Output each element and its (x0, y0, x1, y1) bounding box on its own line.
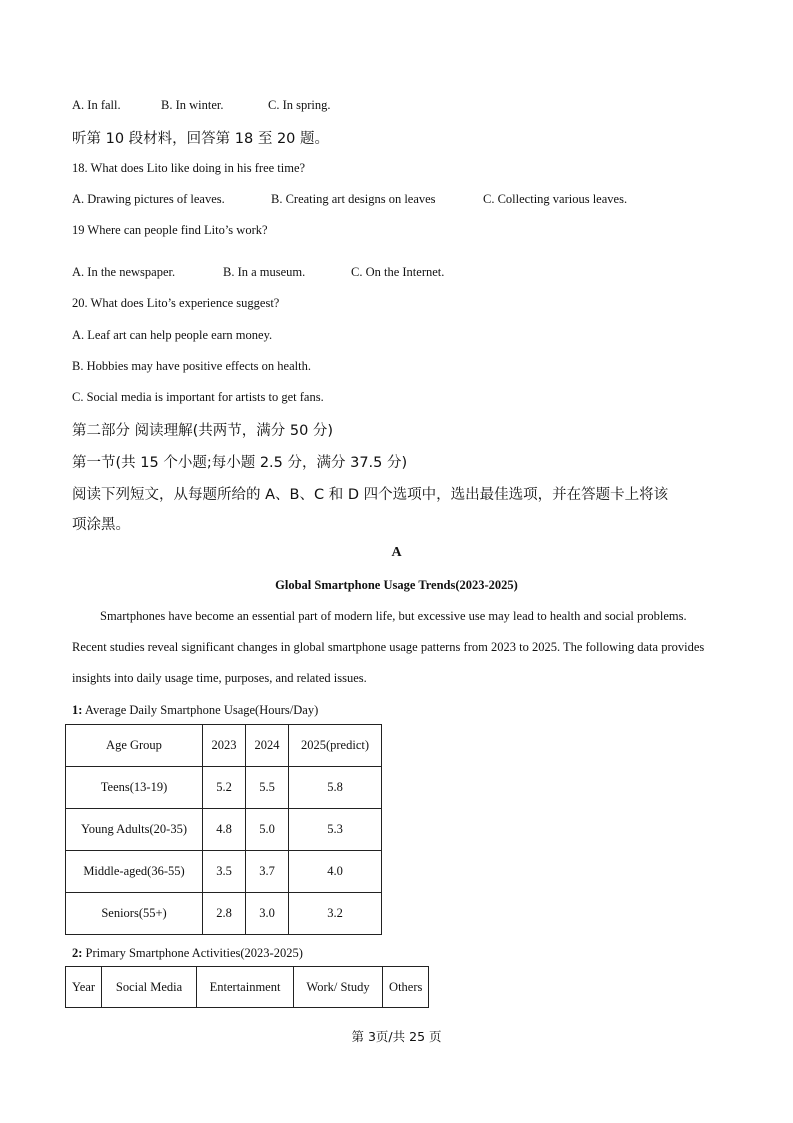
table-cell: 5.0 (246, 809, 289, 851)
q20-option-b: B. Hobbies may have positive effects on health. (72, 359, 311, 373)
table-cell: 3.0 (246, 893, 289, 935)
q19-option-a: A. In the newspaper. (72, 265, 176, 279)
q20-question: 20. What does Lito’s experience suggest? (72, 296, 280, 310)
table-cell: 4.0 (289, 851, 382, 893)
table-cell: 5.8 (289, 767, 382, 809)
passage-paragraph: Smartphones have become an essential part of modern life, but excessive use may lead to health and social problems. Recent studies reveal significant changes in global smartphone usage patterns from 2023 to 2025. The following data provides insights into daily usage time, purposes, and related issues. (72, 609, 705, 685)
table-header-cell: Social Media (102, 967, 197, 1008)
table-header-cell: 2023 (203, 725, 246, 767)
table-cell: 2.8 (203, 893, 246, 935)
q19-option-c: C. On the Internet. (351, 265, 445, 279)
q17-option-c: C. In spring. (268, 98, 331, 112)
table-header-row (66, 725, 382, 767)
q19-options (72, 265, 444, 280)
table-cell: 3.5 (203, 851, 246, 893)
q19-question: 19 Where can people find Lito’s work? (72, 223, 268, 237)
table-cell: Middle-aged(36-55) (66, 851, 203, 893)
table-header-row (66, 967, 429, 1008)
passage-letter: A (391, 545, 402, 560)
table-header-cell: 2025(predict) (289, 725, 382, 767)
table-cell: Seniors(55+) (66, 893, 203, 935)
part2-heading: 第二部分 阅读理解(共两节，满分 50 分) (72, 423, 334, 439)
table2-caption (72, 946, 303, 961)
table-cell: Teens(13-19) (66, 767, 203, 809)
instructions-cont: 项涂黑。 (72, 517, 130, 533)
table-header-cell: Year (66, 967, 102, 1008)
q20-option-c: C. Social media is important for artists to get fans. (72, 390, 324, 404)
table-cell: 5.2 (203, 767, 246, 809)
table-cell: 5.3 (289, 809, 382, 851)
table-row (66, 809, 382, 851)
instructions: 阅读下列短文，从每题所给的 A、B、C 和 D 四个选项中，选出最佳选项，并在答题卡上将该 (72, 487, 669, 503)
passage-title: Global Smartphone Usage Trends(2023-2025) (275, 578, 518, 592)
table-row (66, 893, 382, 935)
table2-caption-number: 2: (72, 946, 83, 960)
table2-caption-text: Primary Smartphone Activities(2023-2025) (82, 946, 303, 960)
table-cell: 5.5 (246, 767, 289, 809)
q17-option-a: A. In fall. (72, 98, 121, 112)
section1-heading: 第一节(共 15 个小题;每小题 2.5 分，满分 37.5 分) (72, 455, 408, 471)
table1-caption (72, 703, 318, 718)
q19-option-b: B. In a museum. (223, 265, 306, 279)
table-cell: 3.2 (289, 893, 382, 935)
table-row (66, 767, 382, 809)
q17-options (72, 98, 331, 113)
table-cell: 3.7 (246, 851, 289, 893)
q17-option-b: B. In winter. (161, 98, 224, 112)
q18-option-b: B. Creating art designs on leaves (271, 192, 436, 206)
activities-table (65, 966, 429, 1008)
table1-caption-number: 1: (72, 703, 83, 717)
q20-option-a: A. Leaf art can help people earn money. (72, 328, 273, 342)
table-cell: Young Adults(20-35) (66, 809, 203, 851)
table-header-cell: Entertainment (197, 967, 294, 1008)
section10-heading: 听第 10 段材料，回答第 18 至 20 题。 (72, 131, 330, 147)
table-header-cell: Others (383, 967, 429, 1008)
table1-caption-text: Average Daily Smartphone Usage(Hours/Day) (82, 703, 319, 717)
table-header-cell: Age Group (66, 725, 203, 767)
table-row (66, 851, 382, 893)
q18-option-a: A. Drawing pictures of leaves. (72, 192, 225, 206)
q18-option-c: C. Collecting various leaves. (483, 192, 628, 206)
table-cell: 4.8 (203, 809, 246, 851)
table-header-cell: 2024 (246, 725, 289, 767)
usage-table (65, 724, 382, 935)
q18-question: 18. What does Lito like doing in his free time? (72, 161, 306, 175)
q18-options (72, 192, 627, 207)
page-footer: 第 3页/共 25 页 (351, 1029, 442, 1044)
table-header-cell: Work/ Study (294, 967, 383, 1008)
